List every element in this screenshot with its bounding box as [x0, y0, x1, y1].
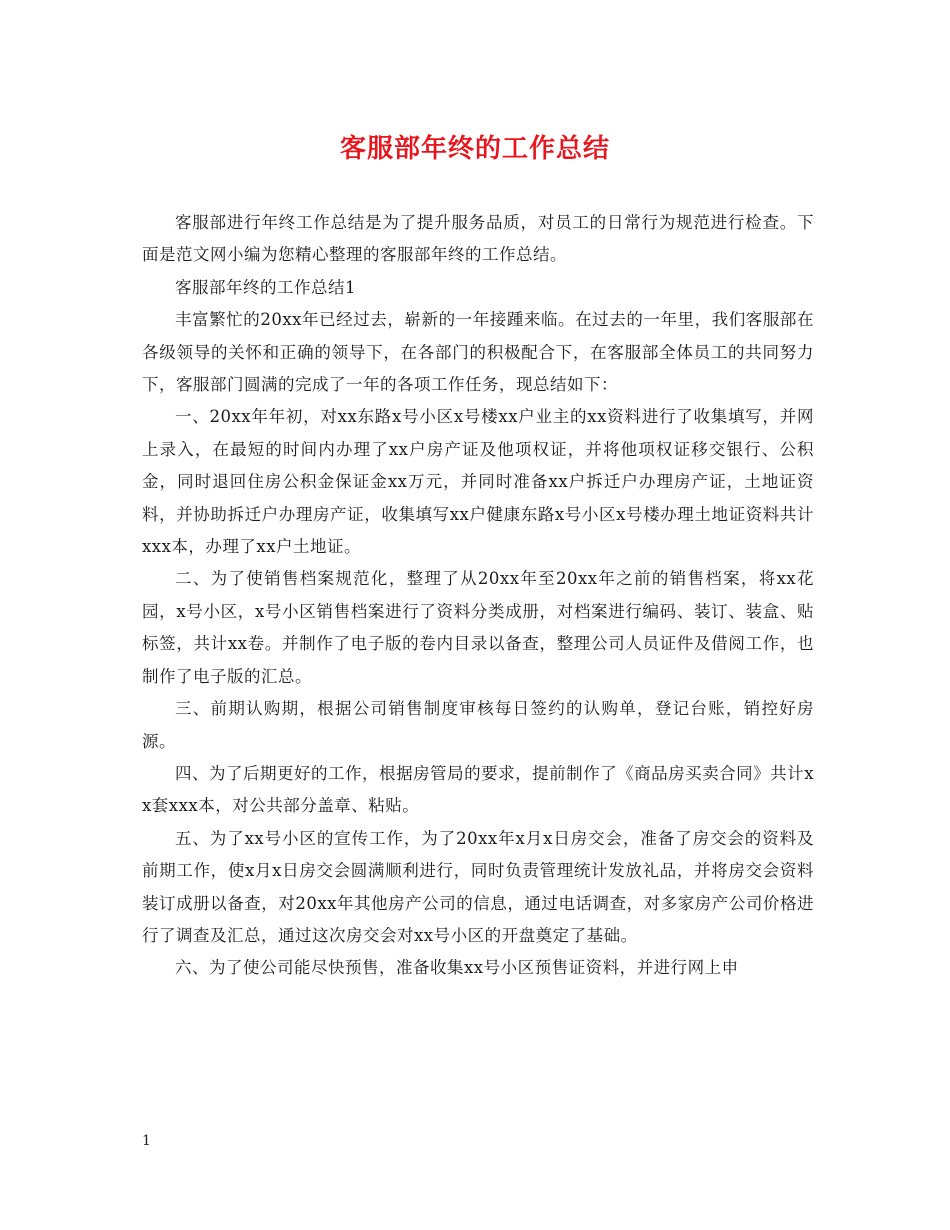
section-heading: 客服部年终的工作总结1	[175, 277, 356, 297]
item-paragraph-2: 二、为了使销售档案规范化，整理了从20xx年至20xx年之前的销售档案，将xx花园，x号小区，x号小区销售档案进行了资料分类成册，对档案进行编码、装订、装盒、贴标签，共计xx卷。并制作了电子版的卷内目录以备查，整理公司人员证件及借阅工作，也制作了电子版的汇总。	[142, 569, 814, 686]
intro-paragraph: 客服部进行年终工作总结是为了提升服务品质，对员工的日常行为规范进行检查。下面是范文网小编为您精心整理的客服部年终的工作总结。	[142, 213, 814, 265]
item-paragraph-1: 一、20xx年年初，对xx东路x号小区x号楼xx户业主的xx资料进行了收集填写，并网上录入，在最短的时间内办理了xx户房产证及他项权证，并将他项权证移交银行、公积金，同时退回住房公积金保证金xx万元，并同时准备xx户拆迁户办理房产证，土地证资料，并协助拆迁户办理房产证，收集填写xx户健康东路x号小区x号楼办理土地证资料共计xxx本，办理了xx户土地证。	[142, 407, 814, 557]
item-paragraph-6: 六、为了使公司能尽快预售，准备收集xx号小区预售证资料，并进行网上申	[175, 958, 739, 978]
page-number: 1	[142, 1133, 151, 1149]
document-title: 客服部年终的工作总结	[339, 134, 610, 164]
document-body	[142, 207, 814, 985]
item-paragraph-5: 五、为了xx号小区的宣传工作，为了20xx年x月x日房交会，准备了房交会的资料及前期工作，使x月x日房交会圆满顺利进行，同时负责管理统计发放礼品，并将房交会资料装订成册以备查，对20xx年其他房产公司的信息，通过电话调查，对多家房产公司价格进行了调查及汇总，通过这次房交会对xx号小区的开盘奠定了基础。	[142, 828, 814, 945]
overview-paragraph: 丰富繁忙的20xx年已经过去，崭新的一年接踵来临。在过去的一年里，我们客服部在各级领导的关怀和正确的领导下，在各部门的积极配合下，在客服部全体员工的共同努力下，客服部门圆满的完成了一年的各项工作任务，现总结如下：	[142, 310, 814, 395]
item-paragraph-4: 四、为了后期更好的工作，根据房管局的要求，提前制作了《商品房买卖合同》共计xx套xxx本，对公共部分盖章、粘贴。	[142, 763, 814, 816]
item-paragraph-3: 三、前期认购期，根据公司销售制度审核每日签约的认购单，登记台账，销控好房源。	[142, 699, 814, 751]
